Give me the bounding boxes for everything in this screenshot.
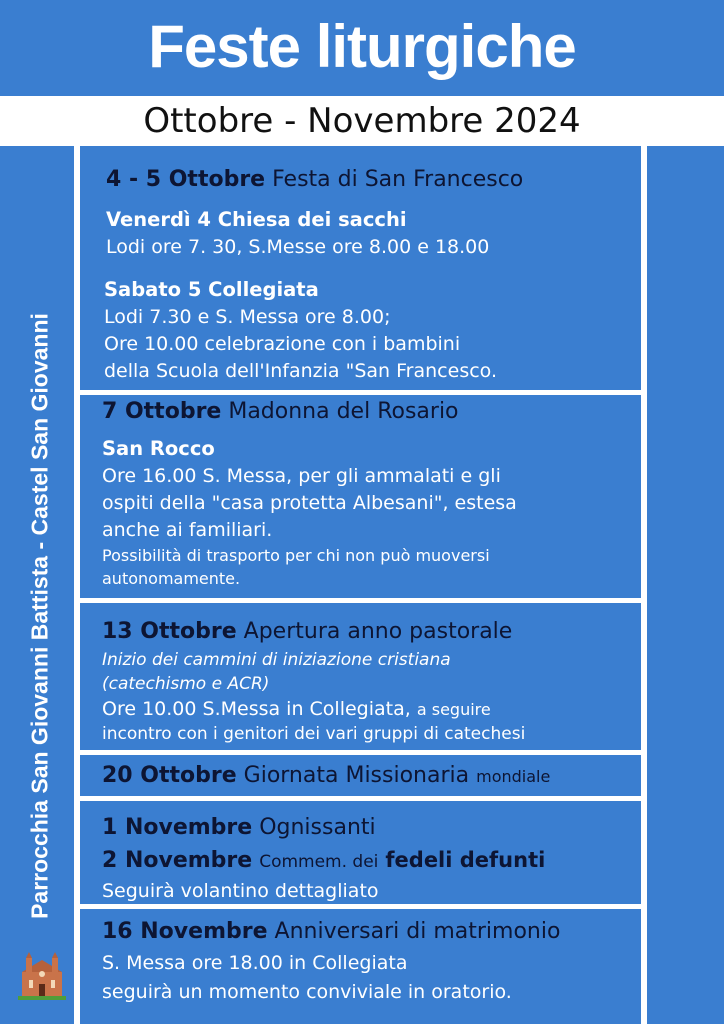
event-title: Anniversari di matrimonio [274,919,561,944]
event-heading [102,616,638,648]
event-heading [102,760,638,793]
event-date: 20 Ottobre [102,763,237,788]
section-divider [80,750,641,755]
event-detail: Ore 10.00 celebrazione con i bambini [104,333,461,355]
event-detail: Lodi 7.30 e S. Messa ore 8.00; [104,306,391,328]
event-note: autonomamente. [102,569,241,588]
event-heading [106,164,642,196]
event-detail: seguirà un momento conviviale in oratorio. [102,981,512,1003]
event-subheading: Sabato 5 Collegiata [104,278,319,301]
event-date: 1 Novembre [102,815,253,840]
event-title: Madonna del Rosario [228,399,459,424]
event-ognissanti-defunti [102,812,638,905]
event-title: Festa di San Francesco [272,167,524,192]
event-detail-main: Ore 10.00 S.Messa in Collegiata, [102,698,411,720]
section-divider [80,796,641,801]
event-detail: ospiti della "casa protetta Albesani", estesa [102,492,517,514]
event-detail: incontro con i genitori dei vari gruppi di catechesi [102,724,526,744]
event-date: 16 Novembre [102,919,268,944]
event-date: 2 Novembre [102,848,253,873]
event-detail-small: a seguire [416,700,491,719]
event-madonna-rosario [102,396,638,590]
event-title: Ognissanti [259,815,376,840]
left-divider-line [74,146,80,1024]
section-divider [80,598,641,603]
event-heading [102,812,638,844]
event-detail: Lodi ore 7. 30, S.Messe ore 8.00 e 18.00 [106,236,490,258]
event-title-small: mondiale [476,767,551,786]
event-detail: anche ai familiari. [102,519,273,541]
event-anniversari-matrimonio [102,916,638,1006]
parish-vertical-label: Parrocchia San Giovanni Battista - Castel San Giovanni [26,313,53,919]
event-detail: S. Messa ore 18.00 in Collegiata [102,952,408,974]
event-detail: della Scuola dell'Infanzia "San Francesco. [104,360,497,382]
page-subtitle: Ottobre - Novembre 2024 [143,101,581,141]
event-giornata-missionaria [102,760,638,793]
event-italic-note: Inizio dei cammini di iniziazione cristiana [102,650,451,670]
event-title-small: Commem. dei [259,852,379,872]
event-title: Giornata Missionaria [243,763,470,788]
event-detail [102,696,638,723]
page-title: Feste liturgiche [148,13,576,80]
event-detail: Ore 16.00 S. Messa, per gli ammalati e gli [102,465,501,487]
event-subheading: San Rocco [102,437,215,460]
event-title: fedeli defunti [385,848,546,872]
event-date: 7 Ottobre [102,399,222,424]
event-detail: Seguirà volantino dettagliato [102,880,379,902]
event-note: Possibilità di trasporto per chi non può muoversi [102,546,490,565]
event-subheading: Venerdì 4 Chiesa dei sacchi [106,208,407,231]
event-san-francesco [106,164,642,385]
event-date: 13 Ottobre [102,619,237,644]
section-divider [80,390,641,395]
event-heading [102,916,638,948]
event-italic-note: (catechismo e ACR) [102,674,270,694]
event-date: 4 - 5 Ottobre [106,167,266,192]
church-icon [18,950,66,1000]
event-title: Apertura anno pastorale [243,619,513,644]
event-heading [102,396,638,428]
event-anno-pastorale [102,616,638,746]
event-heading [102,844,638,878]
